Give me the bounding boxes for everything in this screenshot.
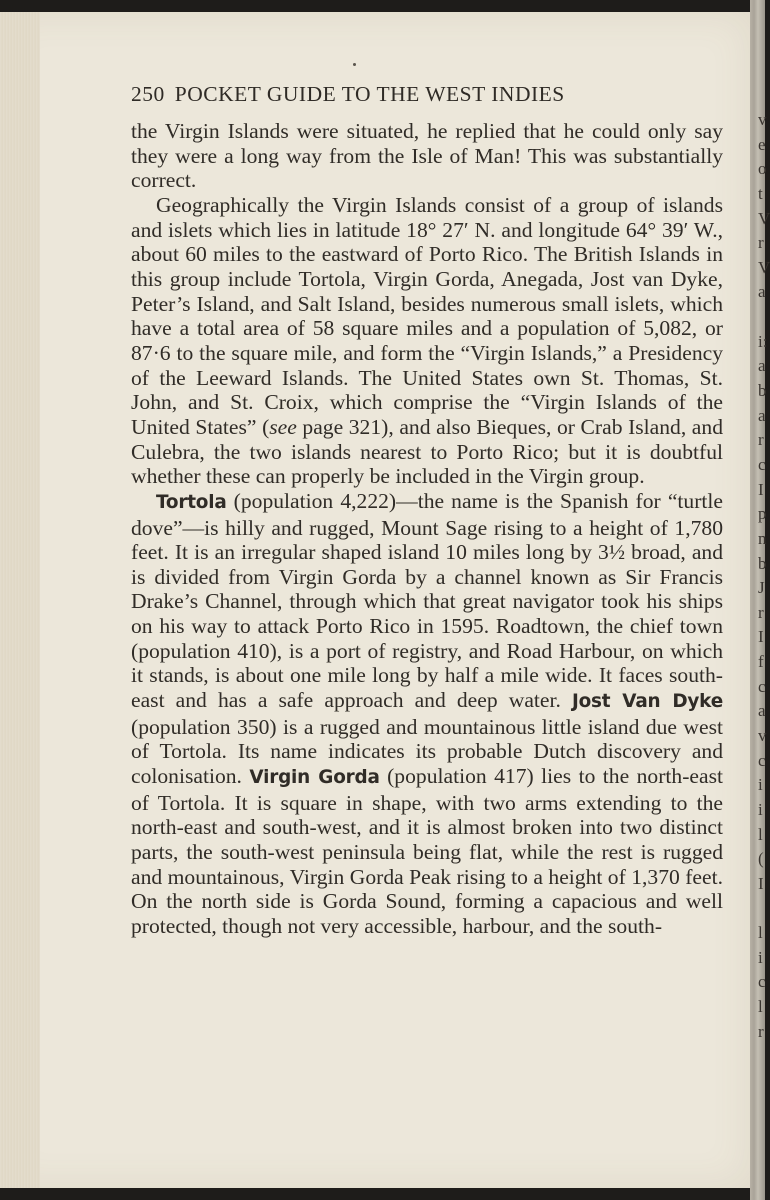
running-header	[131, 82, 687, 107]
facing-page-letter: a	[758, 405, 766, 425]
facing-page-letter: r	[758, 602, 764, 622]
print-speck	[353, 63, 356, 66]
virgin-gorda-text: (population 417) lies to the north-east of Tortola. It is square in shape, with two arms extending to the north-east and south-west, and it is almost broken into two distinct parts, the south-west peninsula being flat, while the rest is rugged and mountainous, Virgin Gorda Peak rising to a height of 1,370 feet. On the north side is Gorda Sound, forming a capacious and well protected, though not very accessible, harbour, and the south-	[131, 764, 723, 938]
jost-van-dyke-text: (population 350) is a rugged and mountainous little island due west of Tortola. Its name indicates its probable Dutch discovery and colonisation.	[131, 714, 723, 789]
page-stack-edge	[0, 12, 40, 1188]
facing-page-letter: i	[758, 775, 763, 795]
facing-page-letter: V	[758, 257, 770, 277]
paragraph-geography	[131, 193, 723, 489]
facing-page-letter: n	[758, 528, 767, 548]
paragraph-tortola	[131, 489, 723, 939]
see-reference: see	[269, 414, 297, 439]
facing-page-letter: t	[758, 183, 763, 203]
facing-page-letter: r	[758, 1021, 764, 1041]
facing-page-letter: o	[758, 159, 767, 179]
facing-page-letter: c	[758, 750, 766, 770]
facing-page-letter: (	[758, 849, 764, 869]
page-number: 250	[131, 82, 165, 106]
running-title: POCKET GUIDE TO THE WEST INDIES	[174, 82, 565, 106]
facing-page-letter: v	[758, 110, 767, 129]
facing-page-letter: c	[758, 676, 766, 696]
jost-van-dyke-heading: Jost Van Dyke	[571, 691, 723, 713]
facing-page-letter: I	[758, 873, 764, 893]
facing-page-letter: b	[758, 381, 767, 401]
facing-page-letter: a	[758, 282, 766, 302]
body-text	[131, 119, 723, 939]
facing-page-letter	[758, 897, 765, 922]
geography-text-end: page 321), and also Bieques, or Crab Island, and Culebra, the two islands nearest to Porto Rico; but it is doubtful whether these can properly be included in the Virgin group.	[131, 414, 723, 489]
tortola-text: (population 4,222)—the name is the Spanish for “turtle dove”—is hilly and rugged, Mount Sage rising to a height of 1,780 feet. It is an irregular shaped island 10 miles long by 3½ broad, and is divided from Virgin Gorda by a channel known as Sir Francis Drake’s Channel, through which that great navigator took his ships on his way to attack Porto Rico in 1595. Roadtown, the chief town (population 410), is a port of registry, and Road Harbour, on which it stands, is about one mile long by half a mile wide. It faces south-east and has a safe approach and deep water.	[131, 488, 723, 713]
facing-page-letter: l	[758, 997, 763, 1017]
geography-text: Geographically the Virgin Islands consist of a group of islands and islets which lies in latitude 18° 27′ N. and longitude 64° 39′ W., about 60 miles to the eastward of Porto Rico. The British Islands in this group include Tortola, Virgin Gorda, Anegada, Jost van Dyke, Peter’s Island, and Salt Island, besides numerous small islets, which have a total area of 58 square miles and a population of 5,082, or 87·6 to the square mile, and form the “Virgin Islands,” a Presidency of the Leeward Islands. The United States own St. Thomas, St. John, and St. Croix, which comprise the “Virgin Islands of the United States” (	[131, 192, 723, 439]
facing-page-letter: l	[758, 824, 763, 844]
facing-page-letter: I	[758, 627, 764, 647]
facing-page-letter: I	[758, 479, 764, 499]
facing-page-fragments	[758, 108, 770, 1044]
facing-page-letter: f	[758, 652, 764, 672]
virgin-gorda-heading: Virgin Gorda	[249, 767, 380, 789]
facing-page-letter: i	[758, 947, 763, 967]
facing-page-letter: l	[758, 923, 763, 943]
facing-page-letter: r	[758, 430, 764, 450]
facing-page-letter: V	[758, 208, 770, 228]
facing-page-letter: v	[758, 726, 767, 746]
facing-page-letter: p	[758, 504, 767, 524]
paragraph-continued: the Virgin Islands were situated, he replied that he could only say they were a long way from the Isle of Man! This was substantially correct.	[131, 119, 723, 193]
facing-page-letter: i	[758, 799, 763, 819]
facing-page-letter: J	[758, 578, 765, 598]
facing-page-letter: i:	[758, 331, 768, 351]
facing-page-letter	[758, 305, 765, 330]
tortola-heading: Tortola	[156, 491, 227, 513]
facing-page-letter: b	[758, 553, 767, 573]
facing-page-letter: c	[758, 454, 766, 474]
facing-page-letter: a	[758, 701, 766, 721]
facing-page-letter: c	[758, 972, 766, 992]
facing-page-letter: e	[758, 134, 766, 154]
facing-page-letter: r	[758, 233, 764, 253]
book-page	[0, 12, 750, 1188]
facing-page-letter: a	[758, 356, 766, 376]
